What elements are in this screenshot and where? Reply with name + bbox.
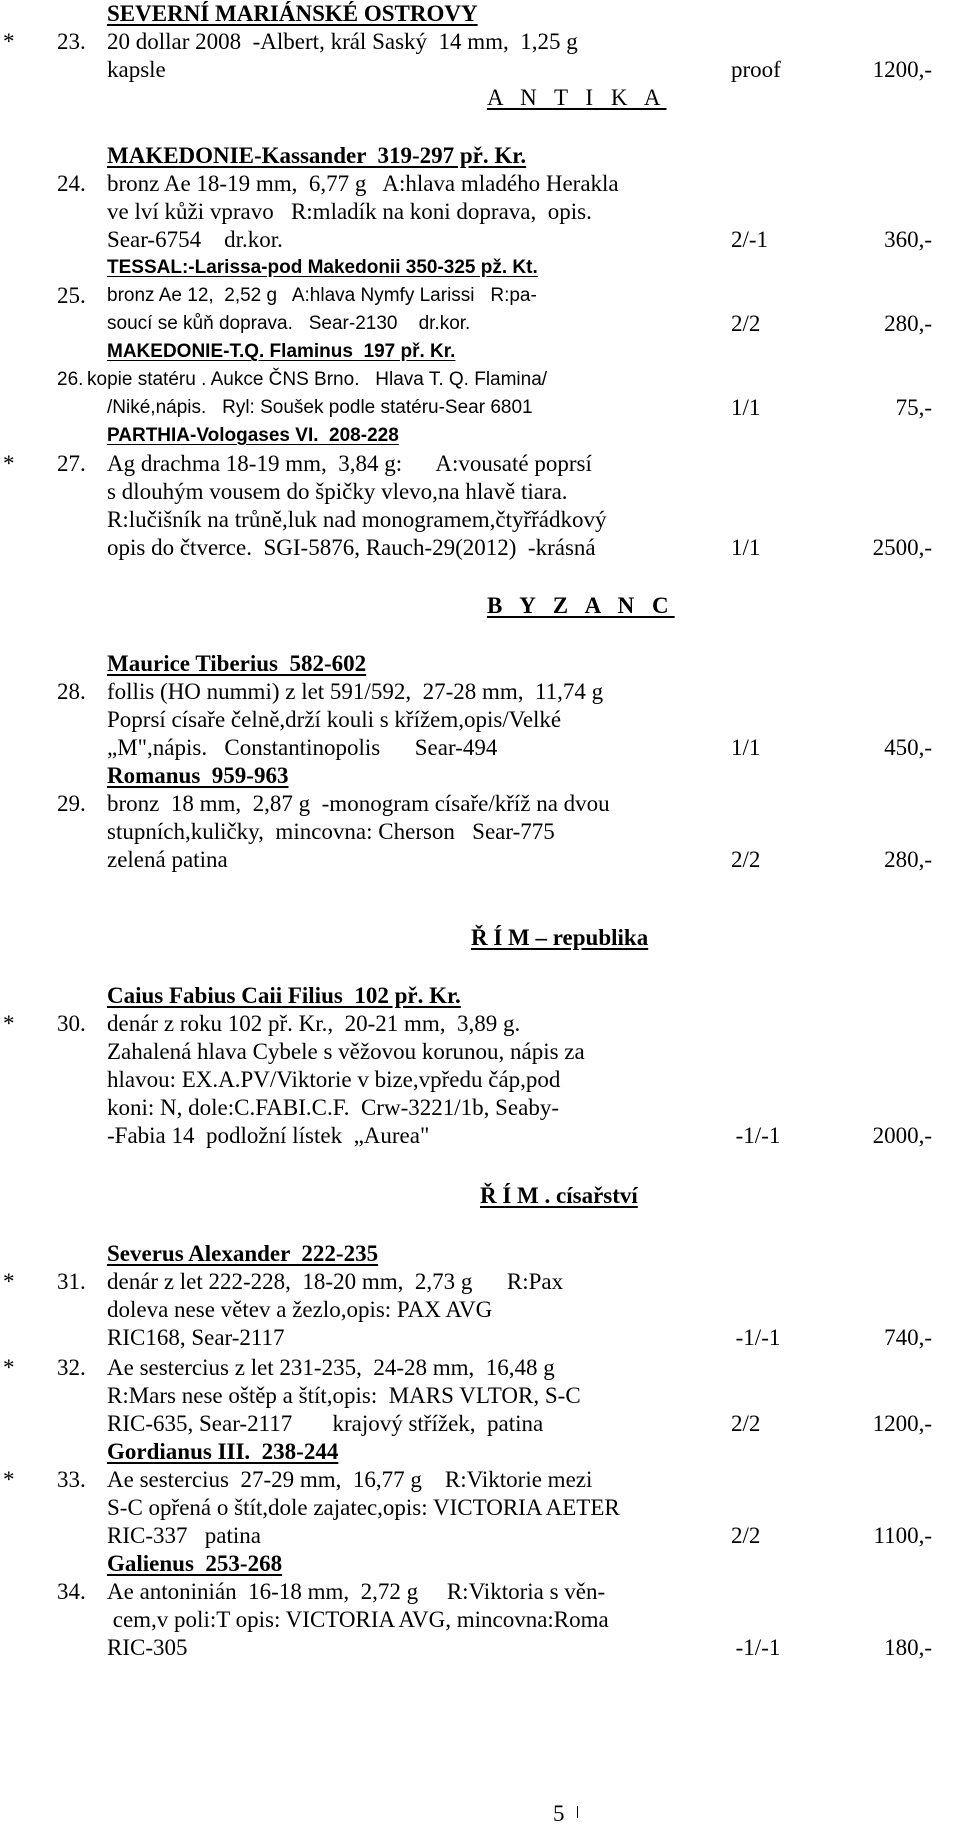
heading-parthia: PARTHIA-Vologases VI. 208-228 bbox=[107, 425, 399, 446]
item-27-line-2: s dlouhým vousem do špičky vlevo,na hlavě tiara. bbox=[107, 479, 568, 504]
item-29-line-1: bronz 18 mm, 2,87 g -monogram císaře/kříž na dvou bbox=[107, 791, 610, 816]
item-34-number: 34. bbox=[57, 1579, 86, 1604]
item-24-price: 360,- bbox=[884, 227, 932, 252]
item-29-line-3: zelená patina bbox=[107, 847, 228, 872]
heading-makedonie-kassander: MAKEDONIE-Kassander 319-297 př. Kr. bbox=[107, 143, 527, 168]
item-32-line-3: RIC-635, Sear-2117 krajový střížek, patina bbox=[107, 1411, 544, 1436]
item-23-number: 23. bbox=[57, 29, 86, 54]
item-30-line-1: denár z roku 102 př. Kr., 20-21 mm, 3,89 g. bbox=[107, 1011, 521, 1036]
heading-makedonie-tq: MAKEDONIE-T.Q. Flaminus 197 př. Kr. bbox=[107, 341, 456, 362]
item-32-line-1: Ae sestercius z let 231-235, 24-28 mm, 16,48 g bbox=[107, 1355, 555, 1380]
item-30-line-4: koni: N, dole:C.FABI.C.F. Crw-3221/1b, Seaby- bbox=[107, 1095, 559, 1120]
item-27-star: * bbox=[3, 451, 15, 476]
item-24-number: 24. bbox=[57, 171, 86, 196]
item-32-grade: 2/2 bbox=[731, 1411, 761, 1436]
item-29-number: 29. bbox=[57, 791, 86, 816]
item-26-grade: 1/1 bbox=[731, 395, 761, 420]
item-23-line-2: kapsle bbox=[107, 57, 166, 82]
item-23-star: * bbox=[3, 29, 15, 54]
heading-gordianus: Gordianus III. 238-244 bbox=[107, 1439, 339, 1464]
section-rim-cisarstvi: Ř Í M . císařství bbox=[480, 1183, 638, 1208]
item-27-price: 2500,- bbox=[872, 535, 932, 560]
item-24-line-3: Sear-6754 dr.kor. bbox=[107, 227, 283, 252]
item-23-line-1: 20 dollar 2008 -Albert, král Saský 14 mm, 1,25 g bbox=[107, 29, 578, 54]
item-29-line-2: stupních,kuličky, mincovna: Cherson Sear-775 bbox=[107, 819, 555, 844]
item-33-number: 33. bbox=[57, 1467, 86, 1492]
item-30-grade: -1/-1 bbox=[735, 1123, 781, 1148]
item-28-line-2: Poprsí císaře čelně,drží kouli s křížem,opis/Velké bbox=[107, 707, 562, 732]
heading-maurice: Maurice Tiberius 582-602 bbox=[107, 651, 367, 676]
item-30-line-2: Zahalená hlava Cybele s věžovou korunou, nápis za bbox=[107, 1039, 585, 1064]
item-33-star: * bbox=[3, 1467, 15, 1492]
heading-severni: SEVERNÍ MARIÁNSKÉ OSTROVY bbox=[107, 1, 478, 26]
item-34-line-2: cem,v poli:T opis: VICTORIA AVG, mincovna:Roma bbox=[107, 1607, 609, 1632]
item-26-number: 26. bbox=[57, 369, 84, 390]
item-25-grade: 2/2 bbox=[731, 311, 761, 336]
item-30-line-5: -Fabia 14 podložní lístek „Aurea" bbox=[107, 1123, 430, 1148]
heading-galienus: Galienus 253-268 bbox=[107, 1551, 283, 1576]
item-32-star: * bbox=[3, 1355, 15, 1380]
heading-severus: Severus Alexander 222-235 bbox=[107, 1241, 379, 1266]
item-27-grade: 1/1 bbox=[731, 535, 761, 560]
item-34-line-1: Ae antoninián 16-18 mm, 2,72 g R:Viktoria s věn- bbox=[107, 1579, 606, 1604]
item-23-price: 1200,- bbox=[872, 57, 932, 82]
page-mark bbox=[577, 1806, 578, 1818]
section-rim-republika: Ř Í M – republika bbox=[471, 925, 649, 950]
item-31-line-3: RIC168, Sear-2117 bbox=[107, 1325, 285, 1350]
section-antika: A N T I K A bbox=[487, 85, 667, 110]
item-33-line-3: RIC-337 patina bbox=[107, 1523, 261, 1548]
item-25-number: 25. bbox=[57, 283, 86, 308]
item-31-star: * bbox=[3, 1269, 15, 1294]
item-25-line-2: soucí se kůň doprava. Sear-2130 dr.kor. bbox=[107, 313, 471, 334]
item-30-price: 2000,- bbox=[872, 1123, 932, 1148]
item-30-number: 30. bbox=[57, 1011, 86, 1036]
item-30-star: * bbox=[3, 1011, 15, 1036]
item-34-line-3: RIC-305 bbox=[107, 1635, 188, 1660]
item-32-line-2: R:Mars nese oštěp a štít,opis: MARS VLTOR, S-C bbox=[107, 1383, 581, 1408]
item-27-number: 27. bbox=[57, 451, 86, 476]
item-28-price: 450,- bbox=[884, 735, 932, 760]
item-26-line-2: /Niké,nápis. Ryl: Soušek podle statéru-Sear 6801 bbox=[107, 397, 533, 418]
item-27-line-4: opis do čtverce. SGI-5876, Rauch-29(2012) -krásná bbox=[107, 535, 596, 560]
item-28-line-1: follis (HO nummi) z let 591/592, 27-28 mm, 11,74 g bbox=[107, 679, 604, 704]
item-33-line-1: Ae sestercius 27-29 mm, 16,77 g R:Viktorie mezi bbox=[107, 1467, 593, 1492]
item-32-price: 1200,- bbox=[872, 1411, 932, 1436]
item-31-number: 31. bbox=[57, 1269, 86, 1294]
item-29-grade: 2/2 bbox=[731, 847, 761, 872]
item-28-number: 28. bbox=[57, 679, 86, 704]
item-31-line-1: denár z let 222-228, 18-20 mm, 2,73 g R:Pax bbox=[107, 1269, 564, 1294]
heading-caius: Caius Fabius Caii Filius 102 př. Kr. bbox=[107, 983, 461, 1008]
heading-tessal: TESSAL:-Larissa-pod Makedonii 350-325 pž. Kt. bbox=[107, 257, 538, 278]
heading-romanus: Romanus 959-963 bbox=[107, 763, 289, 788]
item-25-price: 280,- bbox=[884, 311, 932, 336]
item-33-grade: 2/2 bbox=[731, 1523, 761, 1548]
item-30-line-3: hlavou: EX.A.PV/Viktorie v bize,vpředu čáp,pod bbox=[107, 1067, 561, 1092]
item-25-line-1: bronz Ae 12, 2,52 g A:hlava Nymfy Larissi R:pa- bbox=[107, 285, 537, 306]
item-24-line-1: bronz Ae 18-19 mm, 6,77 g A:hlava mladého Herakla bbox=[107, 171, 619, 196]
item-31-grade: -1/-1 bbox=[735, 1325, 781, 1350]
item-26-price: 75,- bbox=[895, 395, 932, 420]
item-31-price: 740,- bbox=[884, 1325, 932, 1350]
item-24-line-2: ve lví kůži vpravo R:mladík na koni doprava, opis. bbox=[107, 199, 592, 224]
item-28-grade: 1/1 bbox=[731, 735, 761, 760]
item-34-price: 180,- bbox=[884, 1635, 932, 1660]
item-27-line-3: R:lučišník na trůně,luk nad monogramem,čtyřřádkový bbox=[107, 507, 607, 532]
section-byzanc: B Y Z A N C bbox=[487, 593, 675, 618]
item-32-number: 32. bbox=[57, 1355, 86, 1380]
item-23-grade: proof bbox=[731, 57, 781, 82]
item-34-grade: -1/-1 bbox=[735, 1635, 781, 1660]
item-28-line-3: „M",nápis. Constantinopolis Sear-494 bbox=[107, 735, 498, 760]
item-24-grade: 2/-1 bbox=[731, 227, 769, 252]
item-27-line-1: Ag drachma 18-19 mm, 3,84 g: A:vousaté poprsí bbox=[107, 451, 592, 476]
item-33-price: 1100,- bbox=[873, 1523, 932, 1548]
item-29-price: 280,- bbox=[884, 847, 932, 872]
item-26-line-1: kopie statéru . Aukce ČNS Brno. Hlava T. Q. Flamina/ bbox=[87, 369, 548, 390]
page-number: 5 bbox=[553, 1801, 565, 1826]
item-33-line-2: S-C opřená o štít,dole zajatec,opis: VICTORIA AETER bbox=[107, 1495, 620, 1520]
item-31-line-2: doleva nese větev a žezlo,opis: PAX AVG bbox=[107, 1297, 493, 1322]
